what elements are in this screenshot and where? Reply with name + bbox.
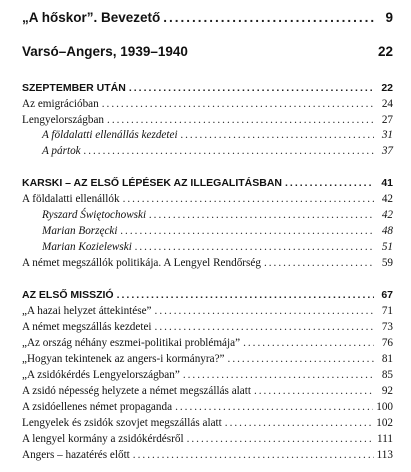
toc-subentry [42,209,393,221]
toc-entry [22,417,393,429]
leader-dots [181,129,374,141]
entry-page: 73 [381,321,393,333]
leader-dots [254,385,374,397]
toc-subentry [42,145,393,157]
entry-page: 51 [381,241,393,253]
entry-title: „Az ország néhány eszmei-politikai problémája” [22,337,241,349]
leader-dots [117,289,374,301]
entry-title: Az emigrációban [22,98,99,110]
leader-dots [228,353,374,365]
entry-title: „A hőskor”. Bevezető [22,10,161,25]
entry-title: A német megszállás kezdetei [22,321,152,333]
toc-subentry [42,129,393,141]
leader-dots [243,337,374,349]
entry-title: A lengyel kormány a zsidókérdésről [22,433,184,445]
entry-page: 24 [381,98,393,110]
toc-subentry [42,241,393,253]
entry-title: KARSKI – AZ ELSŐ LÉPÉSEK AZ ILLEGALITÁSBAN [22,177,282,189]
entry-title: A német megszállók politikája. A Lengyel Rendőrség [22,257,261,269]
entry-page: 113 [376,449,393,461]
leader-dots [264,257,374,269]
entry-title: A pártok [42,145,81,157]
toc-section-heading [22,289,393,301]
entry-title: Lengyelországban [22,114,105,126]
entry-title: „Hogyan tekintenek az angers-i kormányra?” [22,353,225,365]
leader-dots [102,98,374,110]
entry-page: 37 [381,145,393,157]
entry-page: 76 [381,337,393,349]
entry-page: 100 [376,401,393,413]
leader-dots [84,145,374,157]
leader-dots [135,241,374,253]
entry-title: A zsidóellenes német propaganda [22,401,173,413]
leader-dots [187,433,374,445]
entry-title: A földalatti ellenállók [22,193,120,205]
leader-dots [183,369,374,381]
entry-page: 42 [381,209,393,221]
entry-page: 92 [381,385,393,397]
entry-title: A zsidó népesség helyzete a német megszállás alatt [22,385,251,397]
entry-title: Angers – hazatérés előtt [22,449,130,461]
entry-title: AZ ELSŐ MISSZIÓ [22,289,114,301]
toc-entry [22,449,393,461]
entry-page: 22 [377,44,393,59]
toc-entry [22,257,393,269]
toc-entry [22,321,393,333]
toc-entry [22,193,393,205]
entry-page: 85 [381,369,393,381]
entry-page: 41 [381,177,393,189]
leader-dots [163,10,374,25]
toc-entry [22,369,393,381]
entry-page: 111 [377,433,393,445]
leader-dots [107,114,374,126]
leader-dots [175,401,373,413]
entry-page: 81 [381,353,393,365]
toc-section-heading [22,82,393,94]
toc-entry [22,305,393,317]
leader-dots [155,305,374,317]
toc-entry [22,114,393,126]
toc-part-heading [22,44,393,59]
entry-page: 22 [381,82,393,94]
entry-title: „A hazai helyzet áttekintése” [22,305,152,317]
toc-section-heading [22,177,393,189]
entry-page: 27 [381,114,393,126]
entry-title: Marian Borzęcki [42,225,118,237]
entry-title: Ryszard Świętochowski [42,209,147,221]
entry-page: 9 [385,10,393,25]
toc-subentry [42,225,393,237]
toc-entry [22,337,393,349]
entry-title: Lengyelek és zsidók szovjet megszállás alatt [22,417,222,429]
entry-page: 59 [381,257,393,269]
entry-page: 48 [381,225,393,237]
entry-page: 31 [381,129,393,141]
toc-entry [22,433,393,445]
leader-dots [123,193,374,205]
toc-entry [22,98,393,110]
entry-title: „A zsidókérdés Lengyelországban” [22,369,180,381]
leader-dots [121,225,375,237]
entry-title: A földalatti ellenállás kezdetei [42,129,178,141]
leader-dots [129,82,374,94]
leader-dots [285,177,374,189]
entry-page: 102 [376,417,393,429]
entry-title: Varsó–Angers, 1939–1940 [22,44,188,59]
leader-dots [133,449,374,461]
entry-page: 67 [381,289,393,301]
entry-title: SZEPTEMBER UTÁN [22,82,126,94]
toc-entry-intro [22,10,393,25]
toc-entry [22,385,393,397]
leader-dots [225,417,373,429]
entry-page: 42 [381,193,393,205]
leader-dots [149,209,374,221]
toc-entry [22,401,393,413]
leader-dots [155,321,374,333]
toc-entry [22,353,393,365]
entry-title: Marian Kozielewski [42,241,132,253]
entry-page: 71 [381,305,393,317]
